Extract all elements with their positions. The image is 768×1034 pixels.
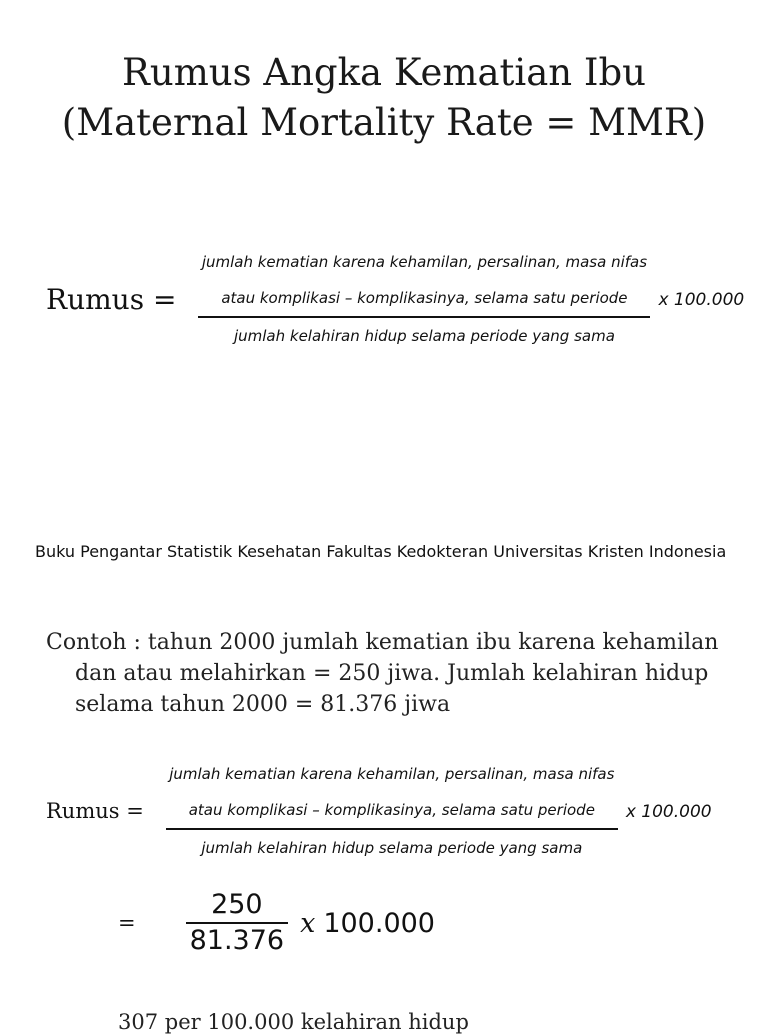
slide-title — [0, 48, 768, 148]
multiplier-value: 100.000 — [323, 907, 435, 939]
numerator-line-2: atau komplikasi – komplikasinya, selama satu periode — [188, 801, 595, 819]
formula-label: Rumus = — [46, 799, 144, 823]
formula-multiplier: x 100.000 — [658, 290, 745, 310]
title-line-2: (Maternal Mortality Rate = MMR) — [61, 101, 707, 144]
numerator-line-2: atau komplikasi – komplikasinya, selama satu periode — [221, 289, 628, 307]
formula-denominator: jumlah kelahiran hidup selama periode yang sama — [201, 839, 583, 857]
times-symbol: x — [300, 907, 316, 939]
numerator-line-1: jumlah kematian karena kehamilan, persalinan, masa nifas — [169, 765, 615, 783]
calculation-denominator: 81.376 — [189, 925, 285, 956]
formula-denominator: jumlah kelahiran hidup selama periode yang sama — [233, 327, 615, 345]
example-text: Contoh : tahun 2000 jumlah kematian ibu karena kehamilan dan atau melahirkan = 250 jiwa. Jumlah kelahiran hidup selama tahun 2000 = 81.376 jiwa — [46, 630, 719, 717]
formula-label: Rumus = — [46, 282, 177, 316]
source-citation: Buku Pengantar Statistik Kesehatan Fakultas Kedokteran Universitas Kristen Indonesia — [35, 542, 727, 561]
numerator-line-1: jumlah kematian karena kehamilan, persalinan, masa nifas — [201, 253, 648, 271]
mmr-formula-repeat — [46, 756, 712, 866]
formula-numerator — [202, 244, 647, 316]
mmr-formula — [46, 244, 744, 354]
calculation-numerator: 250 — [211, 889, 263, 920]
calculation-multiplier — [300, 908, 435, 939]
example-block — [46, 627, 736, 720]
formula-multiplier: x 100.000 — [625, 802, 712, 822]
result-line: 307 per 100.000 kelahiran hidup — [118, 1010, 469, 1034]
formula-fraction — [198, 244, 650, 354]
title-line-1: Rumus Angka Kematian Ibu — [122, 51, 646, 94]
formula-numerator — [169, 756, 614, 828]
calculation-fraction — [186, 888, 288, 958]
formula-fraction — [166, 756, 618, 866]
calculation — [118, 888, 435, 958]
equals-sign: = — [118, 911, 136, 935]
